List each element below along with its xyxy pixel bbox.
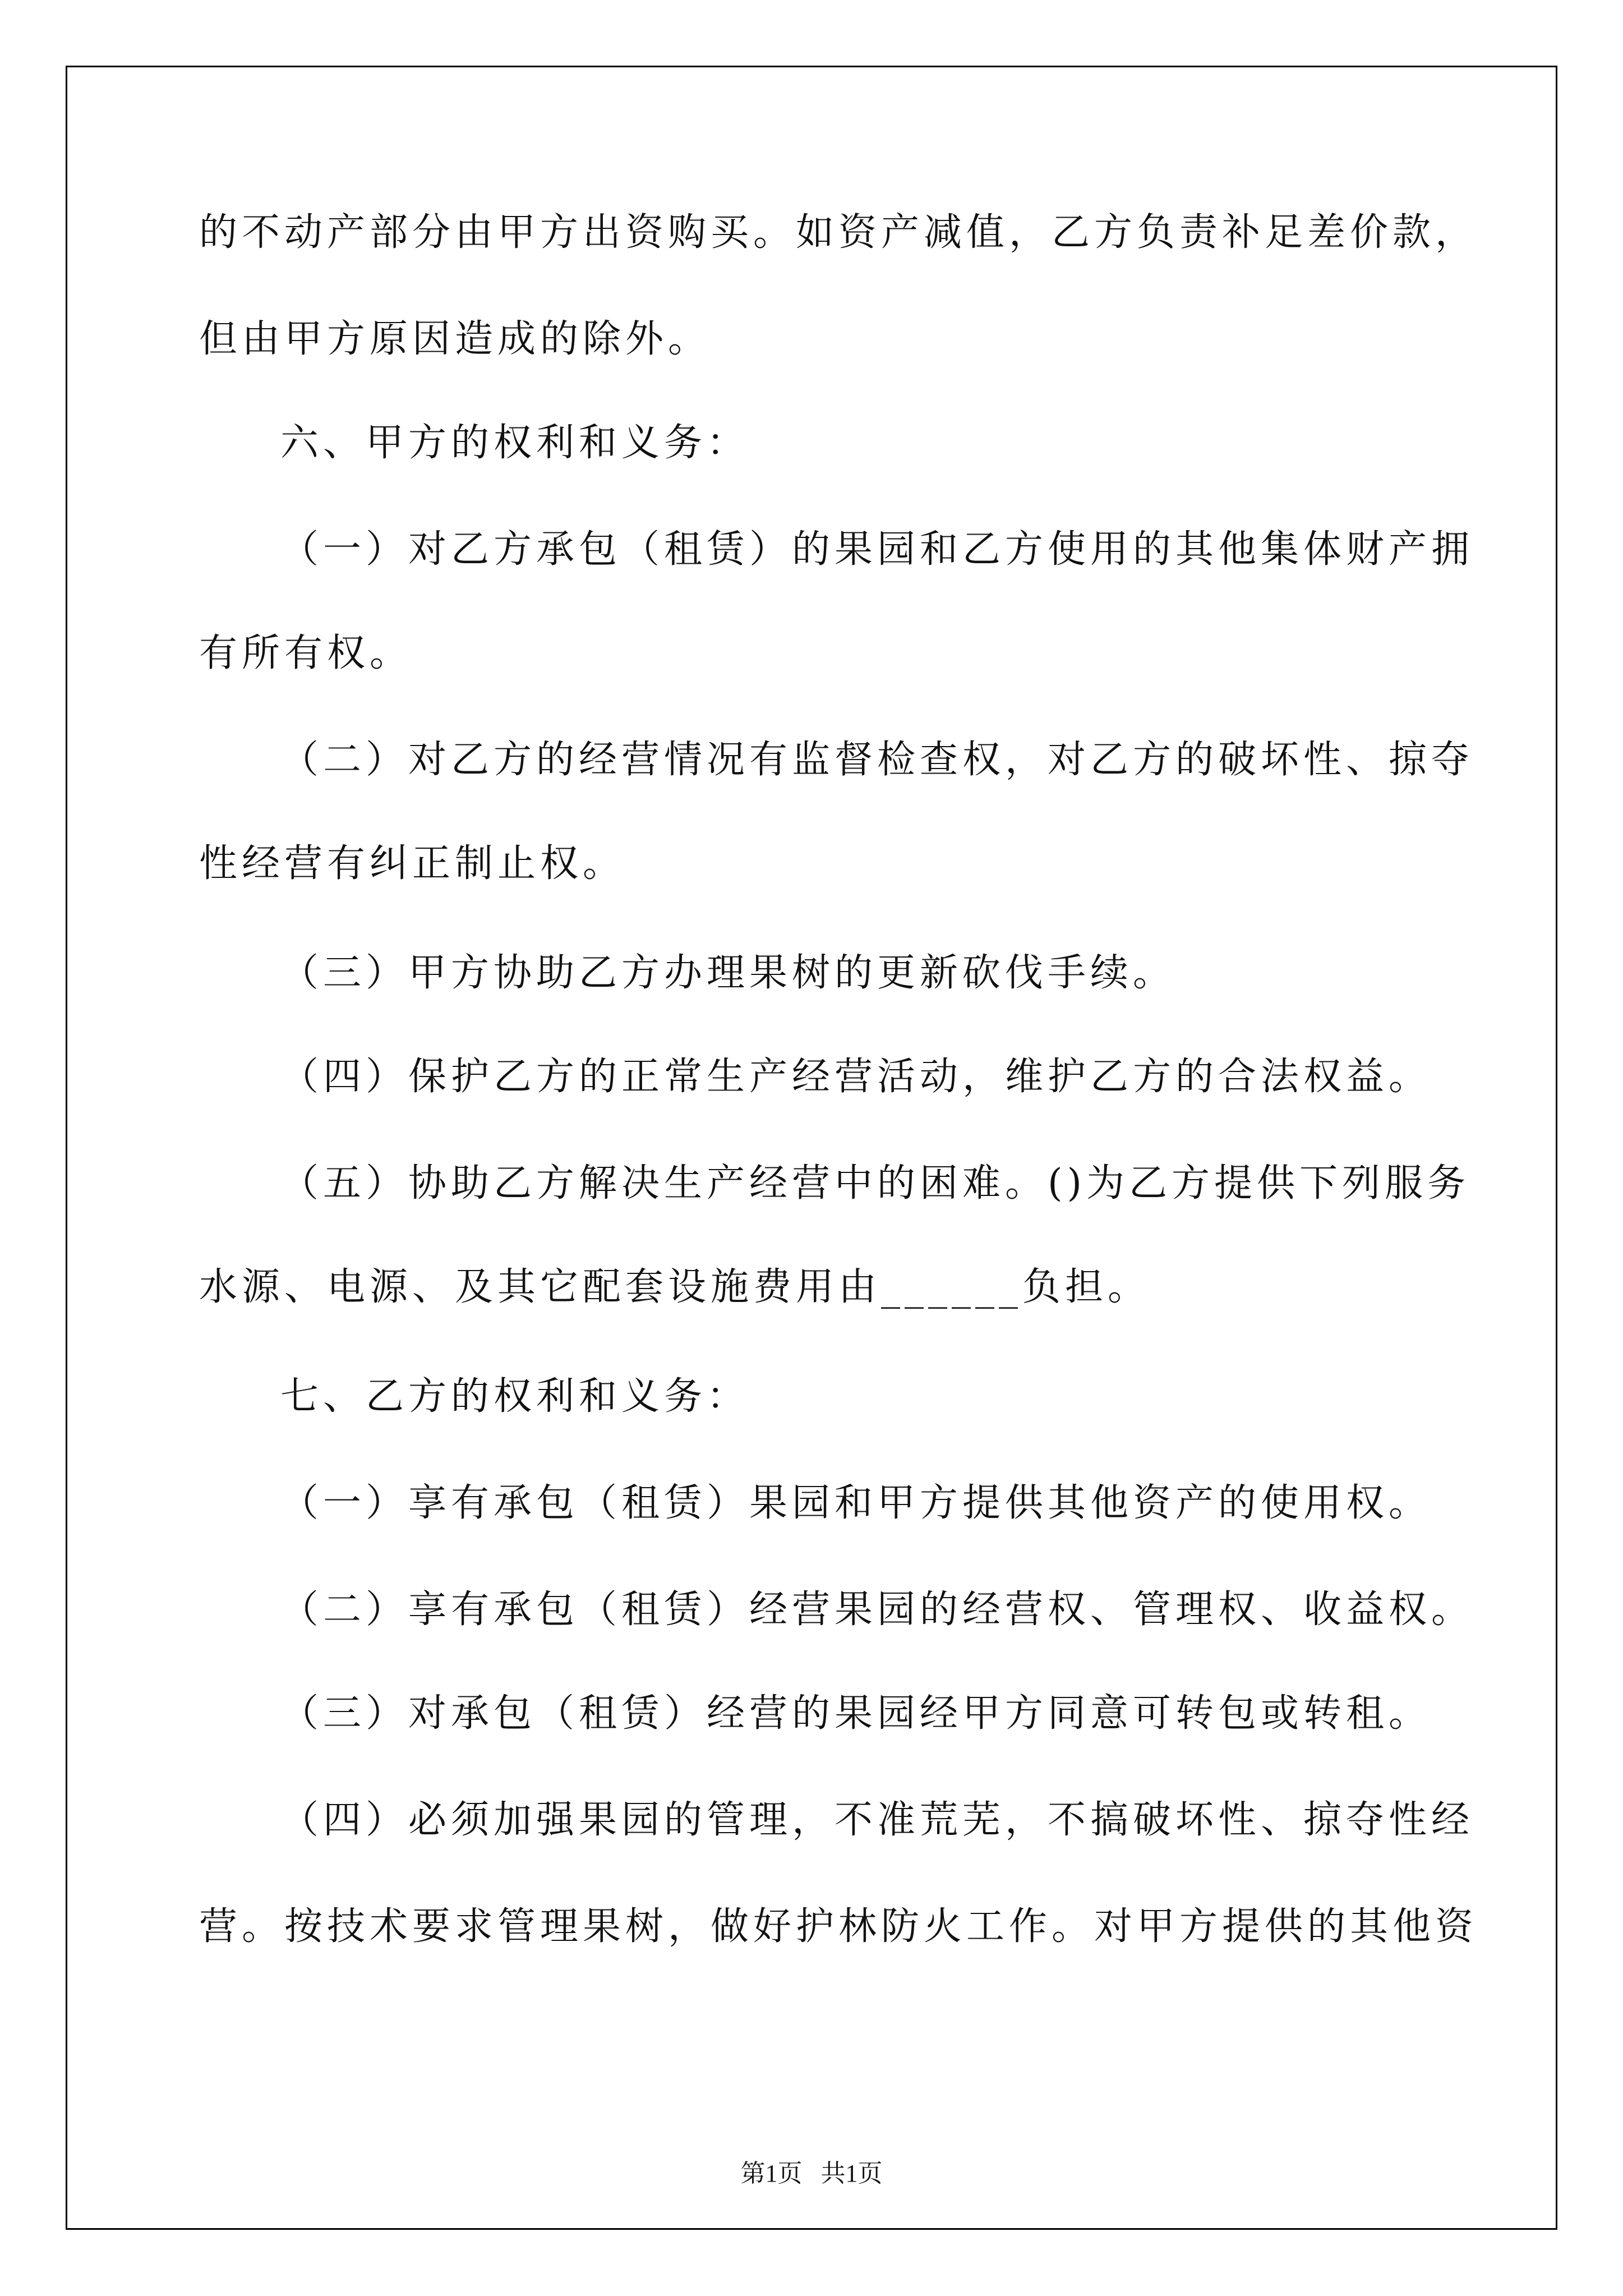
text-line: （五）协助乙方解决生产经营中的困难。()为乙方提供下列服务 xyxy=(280,1161,1470,1205)
text-line: （二）对乙方的经营情况有监督检查权，对乙方的破坏性、掠夺 xyxy=(280,738,1474,782)
text-line: （四）必须加强果园的管理，不准荒芜，不搞破坏性、掠夺性经 xyxy=(280,1798,1474,1842)
text-line: （四）保护乙方的正常生产经营活动，维护乙方的合法权益。 xyxy=(280,1055,1432,1099)
text-line: （一）享有承包（租赁）果园和甲方提供其他资产的使用权。 xyxy=(280,1481,1432,1525)
text-line: 但由甲方原因造成的除外。 xyxy=(199,317,711,361)
section-heading-6: 六、甲方的权利和义务： xyxy=(280,421,750,465)
text-line: （一）对乙方承包（租赁）的果园和乙方使用的其他集体财产拥 xyxy=(280,527,1474,572)
page-number-footer: 第1页 共1页 xyxy=(740,2160,883,2187)
text-line: （二）享有承包（租赁）经营果园的经营权、管理权、收益权。 xyxy=(280,1588,1474,1632)
text-line: 性经营有纠正制止权。 xyxy=(199,841,626,886)
text-line: （三）甲方协助乙方办理果树的更新砍伐手续。 xyxy=(280,951,1176,995)
section-heading-7: 七、乙方的权利和义务： xyxy=(280,1374,750,1419)
text-line: 营。按技术要求管理果树，做好护林防火工作。对甲方提供的其他资 xyxy=(199,1904,1478,1949)
text-line: （三）对承包（租赁）经营的果园经甲方同意可转包或转租。 xyxy=(280,1691,1432,1736)
text-line: 有所有权。 xyxy=(199,631,413,675)
text-line: 的不动产部分由甲方出资购买。如资产减值，乙方负责补足差价款， xyxy=(199,210,1478,255)
text-line: 水源、电源、及其它配套设施费用由______负担。 xyxy=(199,1265,1151,1309)
